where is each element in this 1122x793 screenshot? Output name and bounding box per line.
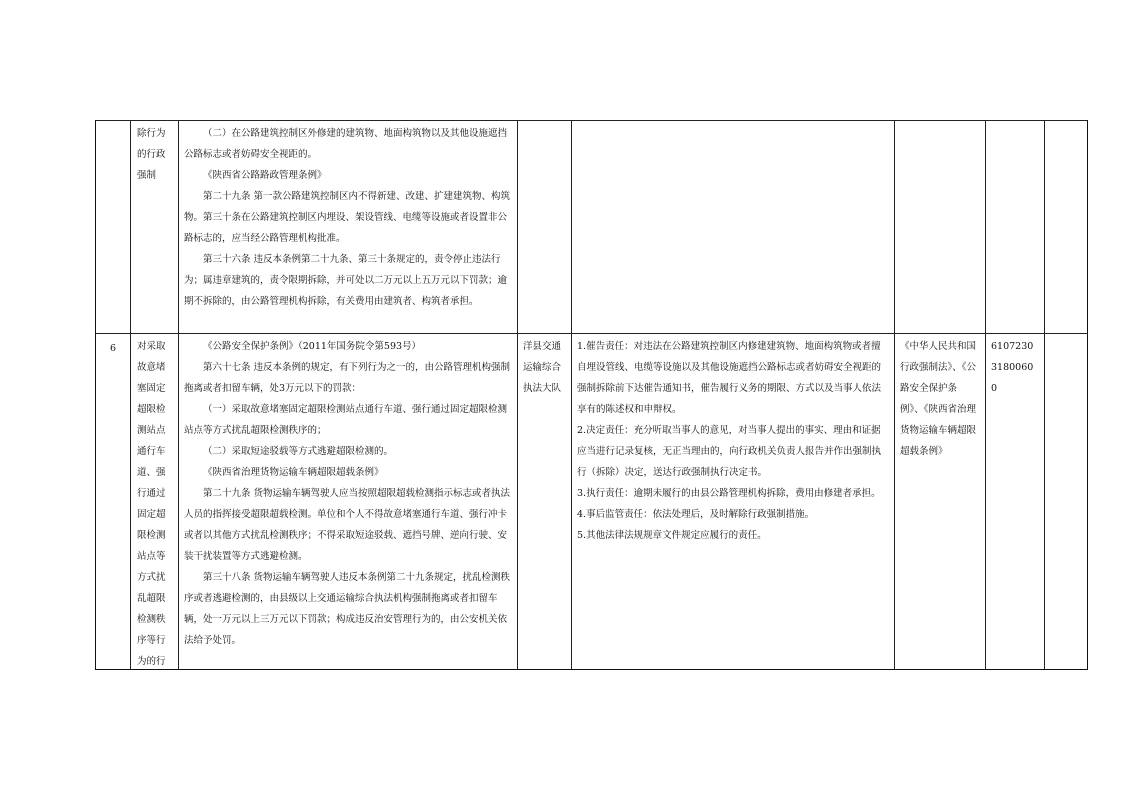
basis-cell: [179, 334, 518, 670]
basis-paragraph: 第二十九条 货物运输车辆驾驶人应当按照超限超载检测指示标志或者执法人员的指挥接受超限超载检测。单位和个人不得故意堵塞通行车道、强行冲卡或者以其他方式扰乱检测秩序；不得采取短途驳载、遮挡号牌、逆向行驶、安装干扰装置等方式逃避检测。: [184, 488, 511, 562]
row-number-cell: [96, 121, 131, 334]
basis-paragraph: 第三十八条 货物运输车辆驾驶人违反本条例第二十九条规定，扰乱检测秩序或者逃避检测的，由县级以上交通运输综合执法机构强制拖离或者扣留车辆，处一万元以上三万元以下罚款；构成违反治安管理行为的，由公安机关依法给予处罚。: [184, 572, 511, 646]
item-name-cell: 除行为的行政强制: [131, 121, 179, 334]
table-row: [96, 121, 1088, 334]
item-name-cell: 对采取故意堵塞固定超限检测站点通行车道、强行通过固定超限检测站点等方式扰乱超限检测秩序等行为的行: [131, 334, 179, 670]
basis-paragraph: 《公路安全保护条例》（2011年国务院令第593号）: [203, 341, 422, 352]
responsibility-item: 2.决定责任：充分听取当事人的意见，对当事人提出的事实、理由和证据应当进行记录复核，无正当理由的，向行政机关负责人报告并作出强制执行（拆除）决定，送达行政强制执行决定书。: [577, 425, 882, 478]
responsibility-item: 3.执行责任：逾期未履行的由县公路管理机构拆除，费用由修建者承担。: [577, 488, 881, 499]
subject-cell: [518, 121, 572, 334]
basis-paragraph: 第二十九条 第一款公路建筑控制区内不得新建、改建、扩建建筑物、构筑物。第三十条在公路建筑控制区内埋设、架设管线、电缆等设施或者设置非公路标志的，应当经公路管理机构批准。: [184, 191, 511, 244]
responsibility-item: 4.事后监管责任：依法处理后，及时解除行政强制措施。: [577, 509, 815, 520]
responsibility-cell: [572, 121, 895, 334]
basis-cell: [179, 121, 518, 334]
legal-basis-cell: [895, 121, 986, 334]
basis-paragraph: （二）在公路建筑控制区外修建的建筑物、地面构筑物以及其他设施遮挡公路标志或者妨碍安全视距的。: [184, 128, 508, 160]
responsibility-item: 1.催告责任：对违法在公路建筑控制区内修建建筑物、地面构筑物或者擅自埋设管线、电缆等设施以及其他设施遮挡公路标志或者妨碍安全视距的强制拆除前下达催告通知书，催告履行义务的期限、方式以及当事人依法享有的陈述权和申辩权。: [577, 341, 882, 415]
legal-basis-cell: 《中华人民共和国行政强制法》、《公路安全保护条例》、《陕西省治理货物运输车辆超限超载条例》: [895, 334, 986, 670]
basis-paragraph: 第三十六条 违反本条例第二十九条、第三十条规定的，责令停止违法行为；属违章建筑的，责令限期拆除，并可处以二万元以上五万元以下罚款；逾期不拆除的，由公路管理机构拆除，有关费用由建筑者、构筑者承担。: [184, 254, 508, 307]
remark-cell: [1045, 121, 1088, 334]
table-row: [96, 334, 1088, 670]
basis-paragraph: 第六十七条 违反本条例的规定，有下列行为之一的，由公路管理机构强制拖离或者扣留车辆，处3万元以下的罚款：: [184, 362, 511, 394]
responsibility-item: 5.其他法律法规规章文件规定应履行的责任。: [577, 530, 767, 541]
row-number-cell: 6: [96, 334, 131, 670]
code-cell: 610723031800600: [986, 334, 1045, 670]
basis-paragraph: 《陕西省治理货物运输车辆超限超载条例》: [203, 467, 384, 478]
basis-paragraph: （二）采取短途驳载等方式逃避超限检测的。: [203, 446, 394, 457]
subject-cell: 洋县交通运输综合执法大队: [518, 334, 572, 670]
basis-paragraph: （一）采取故意堵塞固定超限检测站点通行车道、强行通过固定超限检测站点等方式扰乱超限检测秩序的；: [184, 404, 508, 436]
basis-paragraph: 《陕西省公路路政管理条例》: [203, 170, 327, 181]
responsibility-cell: [572, 334, 895, 670]
remark-cell: [1045, 334, 1088, 670]
code-cell: [986, 121, 1045, 334]
power-list-table: [95, 120, 1088, 670]
